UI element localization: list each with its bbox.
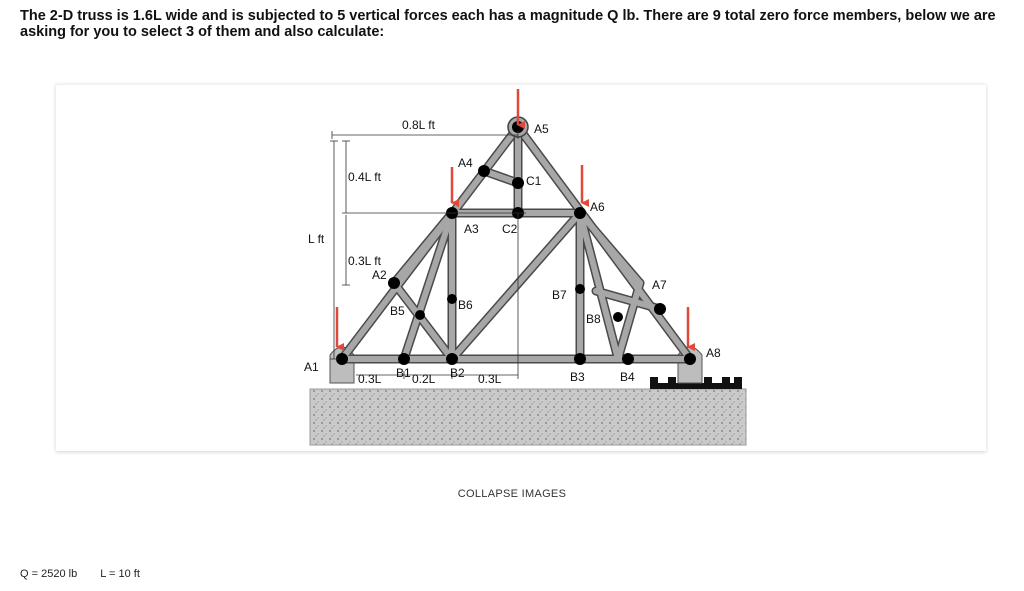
- node-label-a4: A4: [458, 156, 473, 170]
- node-label-a7: A7: [652, 278, 667, 292]
- ground: [310, 389, 746, 445]
- node-label-a3: A3: [464, 222, 479, 236]
- node-label-b3: B3: [570, 370, 585, 384]
- param-l: L = 10 ft: [100, 568, 140, 580]
- node-label-c2: C2: [502, 222, 518, 236]
- node-label-a5: A5: [534, 122, 549, 136]
- node-label-a2: A2: [372, 268, 387, 282]
- node-label-b7: B7: [552, 288, 567, 302]
- parameters: [20, 568, 160, 580]
- dim-upper-label: 0.4L ft: [348, 170, 381, 184]
- dim-middle-label: 0.3L ft: [348, 254, 381, 268]
- node-label-b8: B8: [586, 312, 601, 326]
- node-labels: [304, 122, 721, 384]
- dim-bottom-1-label: 0.3L: [358, 372, 382, 386]
- node-label-a8: A8: [706, 346, 721, 360]
- node-label-b1: B1: [396, 366, 411, 380]
- node-label-a6: A6: [590, 200, 605, 214]
- dim-bottom-3-label: 0.3L: [478, 372, 502, 386]
- dim-height-label: L ft: [308, 232, 325, 246]
- truss-diagram: [56, 85, 986, 451]
- param-q: Q = 2520 lb: [20, 568, 78, 580]
- collapse-images-button[interactable]: COLLAPSE IMAGES: [457, 488, 567, 500]
- truss-figure: [56, 84, 986, 451]
- truss-members: [342, 127, 690, 359]
- dim-bottom-2-label: 0.2L: [412, 372, 436, 386]
- node-label-b2: B2: [450, 366, 465, 380]
- node-label-c1: C1: [526, 174, 542, 188]
- node-label-b5: B5: [390, 304, 405, 318]
- question-text: The 2-D truss is 1.6L wide and is subjected to 5 vertical forces each has a magnitude Q lb. There are 9 total zero force members, below we are asking for you to select 3 of them and also calculate:: [20, 8, 996, 40]
- dim-width-label: 0.8L ft: [402, 118, 435, 132]
- node-label-b6: B6: [458, 298, 473, 312]
- node-label-b4: B4: [620, 370, 635, 384]
- node-label-a1: A1: [304, 360, 319, 374]
